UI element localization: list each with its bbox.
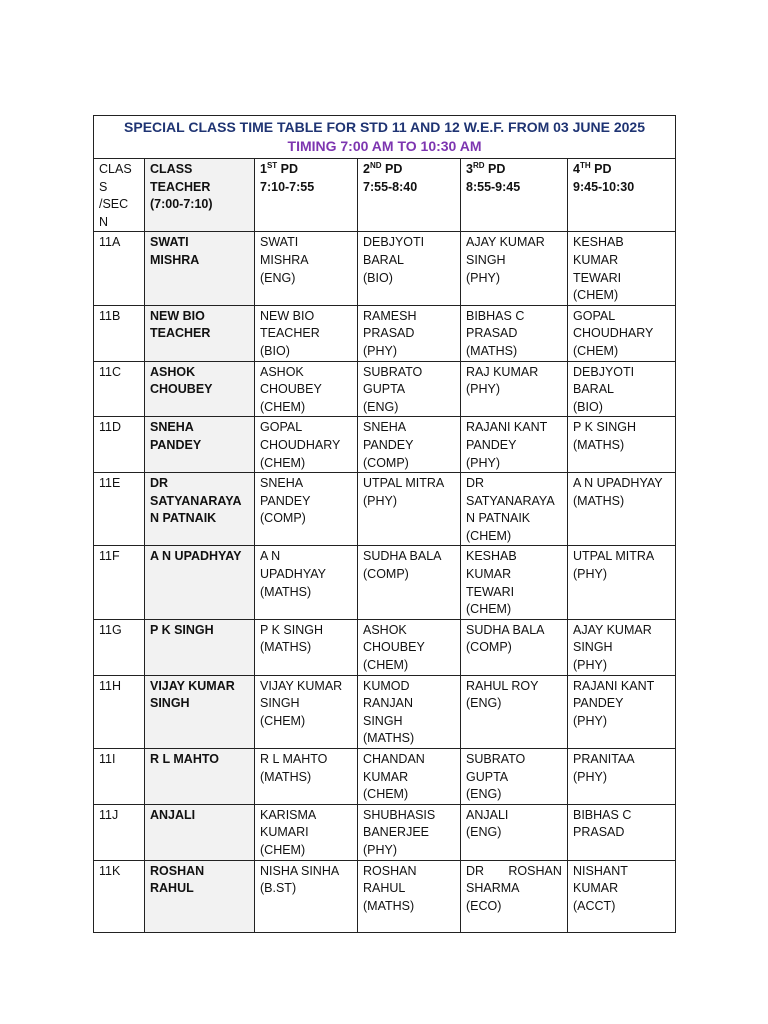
period-teacher-text: (PHY) — [363, 842, 398, 857]
period-number: 2 — [363, 162, 370, 176]
period-teacher-text: DEBJYOTI — [363, 235, 425, 250]
period-teacher-text: RAJANI KANT — [573, 678, 655, 693]
period-teacher-text: CHOUBEY — [363, 640, 425, 655]
period-teacher-text: (PHY) — [573, 769, 608, 784]
period-teacher-text: (CHEM) — [573, 288, 619, 303]
period-teacher-text: (PHY) — [363, 493, 398, 508]
period-teacher-text: (ENG) — [363, 399, 399, 414]
class-teacher-cell — [145, 546, 255, 619]
period-teacher-text: (BIO) — [363, 270, 393, 285]
period-3-cell — [461, 749, 568, 805]
period-3-cell — [461, 417, 568, 473]
period-time: 8:55-9:45 — [466, 179, 521, 194]
period-teacher-text: N PATNAIK — [466, 511, 531, 526]
period-time: 7:10-7:55 — [260, 179, 315, 194]
header-period-2 — [358, 159, 461, 232]
header-text: CLASS — [150, 162, 193, 176]
period-2-cell — [358, 804, 461, 860]
period-teacher-text: VIJAY KUMAR — [260, 678, 343, 693]
period-label: PD — [280, 162, 299, 176]
period-teacher-text: ANJALI — [466, 807, 509, 822]
period-teacher-text: PRANITAA — [573, 752, 635, 766]
class-teacher-name: N PATNAIK — [150, 511, 217, 526]
period-teacher-text: (ACCT) — [573, 898, 616, 913]
period-teacher-text: TEWARI — [466, 584, 515, 599]
period-1-cell — [255, 473, 358, 546]
class-teacher-name: SWATI — [150, 235, 189, 250]
section-label: 11D — [99, 420, 122, 435]
period-teacher-text: (CHEM) — [363, 787, 409, 802]
section-label: 11A — [99, 235, 121, 250]
period-teacher-text: GUPTA — [466, 769, 509, 784]
period-1-cell — [255, 232, 358, 305]
section-label: 11C — [99, 364, 122, 379]
period-suffix: RD — [472, 160, 485, 170]
class-teacher-name: RAHUL — [150, 881, 194, 896]
period-teacher-text: (PHY) — [363, 343, 398, 358]
period-teacher-text: (MATHS) — [260, 640, 312, 655]
table-row — [94, 860, 676, 932]
class-teacher-name: SINGH — [150, 696, 190, 711]
class-teacher-name: CHOUBEY — [150, 382, 213, 397]
class-teacher-cell — [145, 473, 255, 546]
header-class-teacher — [145, 159, 255, 232]
period-teacher-text: UPADHYAY — [260, 567, 326, 582]
period-teacher-text: (MATHS) — [573, 493, 625, 508]
period-3-cell — [461, 305, 568, 361]
header-text: N — [99, 214, 109, 229]
period-teacher-text: UTPAL MITRA — [573, 549, 655, 564]
period-4-cell — [568, 546, 676, 619]
header-period-4 — [568, 159, 676, 232]
section-label: 11F — [99, 549, 120, 564]
period-teacher-text: AJAY KUMAR — [573, 622, 652, 637]
header-period-3 — [461, 159, 568, 232]
period-teacher-text: KUMARI — [260, 825, 309, 840]
period-teacher-text: P K SINGH — [573, 420, 636, 435]
section-cell — [94, 232, 145, 305]
period-teacher-text: NEW BIO — [260, 308, 315, 323]
period-label: PD — [385, 162, 403, 176]
period-2-cell — [358, 473, 461, 546]
table-row — [94, 417, 676, 473]
period-2-cell — [358, 305, 461, 361]
period-teacher-text: RAJ KUMAR — [466, 364, 539, 379]
period-teacher-text: (MATHS) — [260, 584, 312, 599]
class-teacher-name: ASHOK — [150, 364, 196, 379]
header-class-section — [94, 159, 145, 232]
period-teacher-text: CHOUDHARY — [573, 326, 654, 341]
period-teacher-text: KUMAR — [573, 252, 619, 267]
period-teacher-text: (COMP) — [260, 511, 306, 526]
period-teacher-text: R L MAHTO — [260, 752, 328, 766]
section-label: 11G — [99, 622, 122, 637]
period-teacher-text: PANDEY — [466, 437, 517, 452]
section-cell — [94, 619, 145, 675]
period-teacher-text: NISHANT — [573, 863, 628, 878]
period-teacher-text: PRASAD — [466, 326, 518, 341]
class-teacher-cell — [145, 361, 255, 417]
period-suffix: TH — [579, 160, 591, 170]
page-title: SPECIAL CLASS TIME TABLE FOR STD 11 AND 12 W.E.F. FROM 03 JUNE 2025 — [124, 119, 645, 135]
period-4-cell — [568, 749, 676, 805]
period-teacher-text: BANERJEE — [363, 825, 429, 840]
section-cell — [94, 417, 145, 473]
class-teacher-name: ANJALI — [150, 807, 196, 822]
period-number: 3 — [466, 162, 473, 176]
class-teacher-cell — [145, 232, 255, 305]
header-row — [94, 159, 676, 232]
period-2-cell — [358, 619, 461, 675]
period-teacher-text: (MATHS) — [260, 769, 312, 784]
section-label: 11E — [99, 476, 121, 491]
period-teacher-text: NISHA SINHA — [260, 863, 340, 878]
period-teacher-text: SNEHA — [260, 476, 304, 491]
period-4-cell — [568, 361, 676, 417]
period-teacher-text: GOPAL — [573, 308, 616, 323]
period-teacher-text: (CHEM) — [573, 343, 619, 358]
period-teacher-text: PANDEY — [363, 437, 414, 452]
table-row — [94, 361, 676, 417]
period-3-cell — [461, 804, 568, 860]
period-3-cell — [461, 619, 568, 675]
period-suffix: ST — [266, 160, 278, 170]
period-2-cell — [358, 675, 461, 748]
period-teacher-text: (MATHS) — [466, 343, 518, 358]
period-teacher-text: RAMESH — [363, 308, 417, 323]
period-teacher-text: PANDEY — [573, 696, 624, 711]
period-teacher-text: DEBJYOTI — [573, 364, 635, 379]
period-teacher-text: SINGH — [260, 696, 300, 711]
period-teacher-text: (PHY) — [466, 270, 501, 285]
section-cell — [94, 749, 145, 805]
table-row — [94, 619, 676, 675]
period-1-cell — [255, 675, 358, 748]
period-teacher-text: (MATHS) — [363, 731, 415, 746]
section-cell — [94, 804, 145, 860]
table-row — [94, 675, 676, 748]
period-teacher-text: CHANDAN — [363, 752, 425, 766]
period-teacher-text: (ECO) — [466, 898, 502, 913]
period-teacher-text: KUMOD — [363, 678, 410, 693]
period-teacher-text: (ENG) — [260, 270, 296, 285]
period-teacher-text: SNEHA — [363, 420, 407, 435]
period-4-cell — [568, 473, 676, 546]
period-2-cell — [358, 860, 461, 932]
period-3-cell — [461, 361, 568, 417]
table-row — [94, 546, 676, 619]
class-teacher-name: P K SINGH — [150, 622, 214, 637]
period-2-cell — [358, 361, 461, 417]
period-number: 4 — [573, 162, 580, 176]
class-teacher-cell — [145, 305, 255, 361]
class-teacher-name: SATYANARAYA — [150, 493, 242, 508]
period-teacher-text: UTPAL MITRA — [363, 476, 445, 491]
period-2-cell — [358, 417, 461, 473]
period-teacher-text: BIBHAS C — [466, 308, 525, 323]
period-teacher-text: (ENG) — [466, 787, 502, 802]
period-teacher-text: PRASAD — [573, 825, 625, 840]
header-text: TEACHER — [150, 179, 211, 194]
period-2-cell — [358, 749, 461, 805]
period-teacher-text: SUBRATO — [466, 752, 526, 766]
period-time: 9:45-10:30 — [573, 179, 635, 194]
table-row — [94, 305, 676, 361]
period-teacher-text: SUBRATO — [363, 364, 423, 379]
period-teacher-text: RAHUL ROY — [466, 678, 539, 693]
period-teacher-text: PRASAD — [363, 326, 415, 341]
period-teacher-text: A N UPADHYAY — [573, 476, 663, 491]
period-teacher-text: TEACHER — [260, 326, 320, 341]
period-teacher-text: SHUBHASIS — [363, 807, 436, 822]
period-2-cell — [358, 546, 461, 619]
period-teacher-text: SINGH — [573, 640, 613, 655]
period-teacher-text: DR — [466, 476, 485, 491]
period-teacher-text: SATYANARAYA — [466, 493, 555, 508]
class-teacher-name: ROSHAN — [150, 863, 205, 878]
period-teacher-text: GOPAL — [260, 420, 303, 435]
period-teacher-text: (PHY) — [573, 713, 608, 728]
timetable — [93, 115, 676, 933]
period-teacher-text: CHOUBEY — [260, 382, 322, 397]
period-teacher-text: (PHY) — [466, 382, 501, 397]
period-teacher-text: (CHEM) — [363, 658, 409, 673]
period-teacher-text: (PHY) — [573, 658, 608, 673]
period-teacher-text: (MATHS) — [573, 437, 625, 452]
period-teacher-text: KARISMA — [260, 807, 317, 822]
section-cell — [94, 473, 145, 546]
timing-subtitle: TIMING 7:00 AM TO 10:30 AM — [287, 138, 482, 154]
period-teacher-text: KESHAB — [573, 235, 624, 250]
period-2-cell — [358, 232, 461, 305]
class-teacher-name: DR — [150, 476, 169, 491]
period-teacher-text: SINGH — [363, 713, 403, 728]
period-teacher-text: ROSHAN — [363, 863, 417, 878]
period-teacher-text: SHARMA — [466, 881, 520, 896]
class-teacher-name: TEACHER — [150, 326, 211, 341]
section-label: 11I — [99, 752, 116, 766]
class-teacher-name: SNEHA — [150, 420, 194, 435]
period-1-cell — [255, 860, 358, 932]
header-text: /SEC — [99, 197, 129, 212]
period-teacher-text: (COMP) — [363, 567, 409, 582]
section-cell — [94, 860, 145, 932]
header-period-1 — [255, 159, 358, 232]
table-row — [94, 232, 676, 305]
period-4-cell — [568, 860, 676, 932]
period-teacher-text: BIBHAS C — [573, 807, 632, 822]
period-teacher-text: (COMP) — [363, 455, 409, 470]
period-teacher-text: (BIO) — [260, 343, 290, 358]
section-cell — [94, 675, 145, 748]
period-teacher-text: SUDHA BALA — [466, 622, 545, 637]
period-1-cell — [255, 749, 358, 805]
class-teacher-cell — [145, 749, 255, 805]
period-teacher-text: MISHRA — [260, 252, 309, 267]
period-teacher-text: (PHY) — [573, 567, 608, 582]
header-text: S — [99, 179, 108, 194]
period-1-cell — [255, 546, 358, 619]
period-teacher-text: (CHEM) — [466, 528, 512, 543]
class-teacher-name: A N UPADHYAY — [150, 549, 242, 564]
period-3-cell — [461, 232, 568, 305]
class-teacher-name: PANDEY — [150, 437, 202, 452]
period-teacher-text: KESHAB — [466, 549, 517, 564]
period-teacher-text: AJAY KUMAR — [466, 235, 545, 250]
period-1-cell — [255, 804, 358, 860]
period-teacher-text: BARAL — [573, 382, 614, 397]
period-teacher-text: (MATHS) — [363, 898, 415, 913]
period-suffix: ND — [369, 160, 382, 170]
class-teacher-name: R L MAHTO — [150, 752, 219, 766]
period-teacher-text: (CHEM) — [260, 455, 306, 470]
period-1-cell — [255, 361, 358, 417]
period-4-cell — [568, 305, 676, 361]
class-teacher-cell — [145, 860, 255, 932]
period-teacher-text: SWATI — [260, 235, 299, 250]
period-teacher-text: (BIO) — [573, 399, 603, 414]
section-label: 11K — [99, 863, 121, 878]
period-4-cell — [568, 619, 676, 675]
table-row — [94, 804, 676, 860]
period-teacher-text: (B.ST) — [260, 881, 297, 896]
header-text: CLAS — [99, 162, 132, 176]
period-teacher-text: SINGH — [466, 252, 506, 267]
period-1-cell — [255, 305, 358, 361]
period-teacher-text: DR ROSHAN — [466, 863, 562, 878]
class-teacher-cell — [145, 804, 255, 860]
section-cell — [94, 361, 145, 417]
header-text: (7:00-7:10) — [150, 197, 213, 212]
section-label: 11J — [99, 807, 119, 822]
period-teacher-text: (COMP) — [466, 640, 512, 655]
class-teacher-name: MISHRA — [150, 252, 200, 267]
period-4-cell — [568, 232, 676, 305]
period-teacher-text: KUMAR — [363, 769, 409, 784]
period-3-cell — [461, 860, 568, 932]
period-teacher-text: SUDHA BALA — [363, 549, 442, 564]
period-teacher-text: BARAL — [363, 252, 404, 267]
period-teacher-text: ASHOK — [260, 364, 304, 379]
period-teacher-text: P K SINGH — [260, 622, 323, 637]
period-teacher-text: PANDEY — [260, 493, 311, 508]
period-3-cell — [461, 675, 568, 748]
period-1-cell — [255, 619, 358, 675]
period-teacher-text: RANJAN — [363, 696, 414, 711]
section-cell — [94, 305, 145, 361]
period-label: PD — [594, 162, 612, 176]
period-teacher-text: (CHEM) — [260, 713, 306, 728]
table-row — [94, 749, 676, 805]
class-teacher-name: VIJAY KUMAR — [150, 678, 235, 693]
title-cell — [94, 116, 676, 159]
period-teacher-text: A N — [260, 549, 281, 564]
period-1-cell — [255, 417, 358, 473]
period-teacher-text: ASHOK — [363, 622, 407, 637]
class-teacher-name: NEW BIO — [150, 308, 205, 323]
section-label: 11H — [99, 678, 122, 693]
period-teacher-text: (CHEM) — [466, 602, 512, 617]
section-label: 11B — [99, 308, 121, 323]
period-3-cell — [461, 473, 568, 546]
period-teacher-text: (ENG) — [466, 696, 502, 711]
period-teacher-text: RAJANI KANT — [466, 420, 548, 435]
period-teacher-text: GUPTA — [363, 382, 406, 397]
period-teacher-text: (ENG) — [466, 825, 502, 840]
class-teacher-cell — [145, 675, 255, 748]
period-teacher-text: KUMAR — [466, 567, 512, 582]
table-row — [94, 473, 676, 546]
title-row — [94, 116, 676, 159]
period-4-cell — [568, 804, 676, 860]
period-number: 1 — [260, 162, 267, 176]
period-time: 7:55-8:40 — [363, 179, 418, 194]
period-teacher-text: (CHEM) — [260, 842, 306, 857]
class-teacher-cell — [145, 417, 255, 473]
period-teacher-text: KUMAR — [573, 881, 619, 896]
period-teacher-text: RAHUL — [363, 881, 406, 896]
period-teacher-text: (CHEM) — [260, 399, 306, 414]
period-teacher-text: (PHY) — [466, 455, 501, 470]
period-teacher-text: TEWARI — [573, 270, 622, 285]
period-3-cell — [461, 546, 568, 619]
period-label: PD — [488, 162, 506, 176]
section-cell — [94, 546, 145, 619]
period-teacher-text: CHOUDHARY — [260, 437, 341, 452]
class-teacher-cell — [145, 619, 255, 675]
period-4-cell — [568, 417, 676, 473]
period-4-cell — [568, 675, 676, 748]
